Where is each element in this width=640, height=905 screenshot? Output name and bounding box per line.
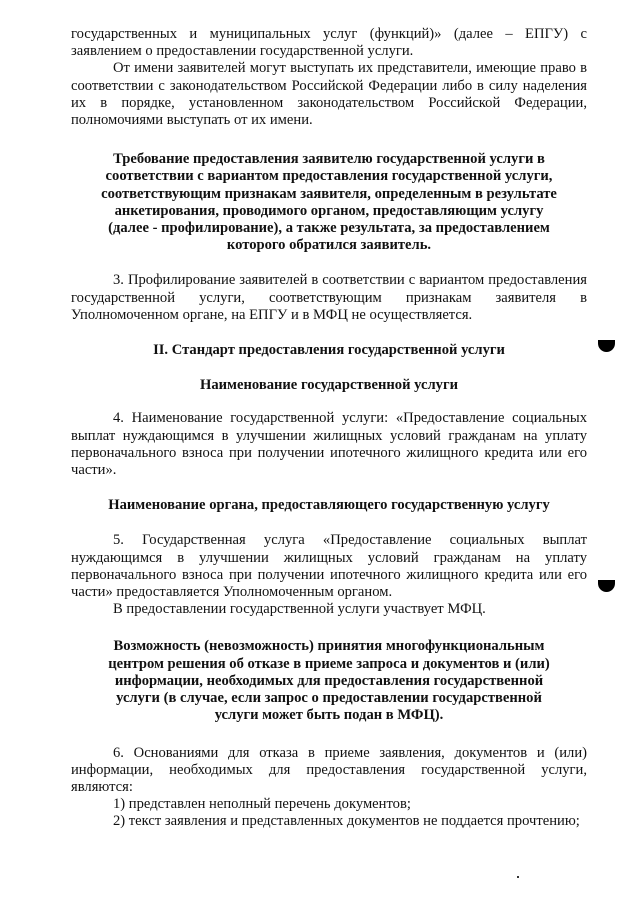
paragraph-5-mfc: В предоставлении государственной услуги участвует МФЦ.: [113, 601, 486, 618]
paragraph-5: 5. Государственная услуга «Предоставление социальных выплат нуждающимся в улучшении жилищных условий гражданам на уплату первоначального взноса при получении ипотечного жилищного кредита или его части» предоставляется Уполномоченным органом.: [71, 532, 587, 601]
document-page: [71, 26, 587, 831]
paragraph-representatives: От имени заявителей могут выступать их представители, имеющие право в соответствии с законодательством Российской Федерации либо в силу наделения их в порядке, установленном законодательством Российской Федерации, полномочиями выступать от их имени.: [71, 60, 587, 129]
heading-mfc-refusal: Возможность (невозможность) принятия многофункциональным центром решения об отказе в приеме запроса и документов и (или) информации, необходимых для предоставления государственной услуги (в случае, если запрос о предоставлении государственной услуги может быть подан в МФЦ).: [108, 638, 550, 724]
heading-profiling: Требование предоставления заявителю государственной услуги в соответствии с вариантом предоставления государственной услуги, соответствующим признакам заявителя, определенным в результате анкетирования, проводимого органом, предоставляющим услугу (далее - профилирование), а также результата, за предоставлением которого обратился заявитель.: [101, 151, 557, 254]
heading-service-name: Наименование государственной услуги: [200, 377, 458, 394]
paragraph-4: 4. Наименование государственной услуги: «Предоставление социальных выплат нуждающимся в улучшении жилищных условий гражданам на уплату первоначального взноса при получении ипотечного жилищного кредита или его части».: [71, 410, 587, 479]
heading-organ: Наименование органа, предоставляющего государственную услугу: [108, 497, 550, 514]
scan-mark-top: [598, 340, 615, 352]
paragraph-3: 3. Профилирование заявителей в соответствии с вариантом предоставления государственной услуги, соответствующим признакам заявителя в Уполномоченном органе, на ЕПГУ и в МФЦ не осуществляется.: [71, 272, 587, 323]
heading-standard: II. Стандарт предоставления государственной услуги: [153, 342, 505, 359]
scan-dot: [517, 876, 519, 878]
list-item-2: 2) текст заявления и представленных документов не поддается прочтению;: [113, 813, 580, 830]
paragraph-continuation: государственных и муниципальных услуг (функций)» (далее – ЕПГУ) с заявлением о предоставлении государственной услуги.: [71, 26, 587, 60]
list-item-1: 1) представлен неполный перечень документов;: [113, 796, 411, 813]
scan-mark-bottom: [598, 580, 615, 592]
paragraph-6: 6. Основаниями для отказа в приеме заявления, документов и (или) информации, необходимых для предоставления государственной услуги, являются:: [71, 744, 587, 795]
